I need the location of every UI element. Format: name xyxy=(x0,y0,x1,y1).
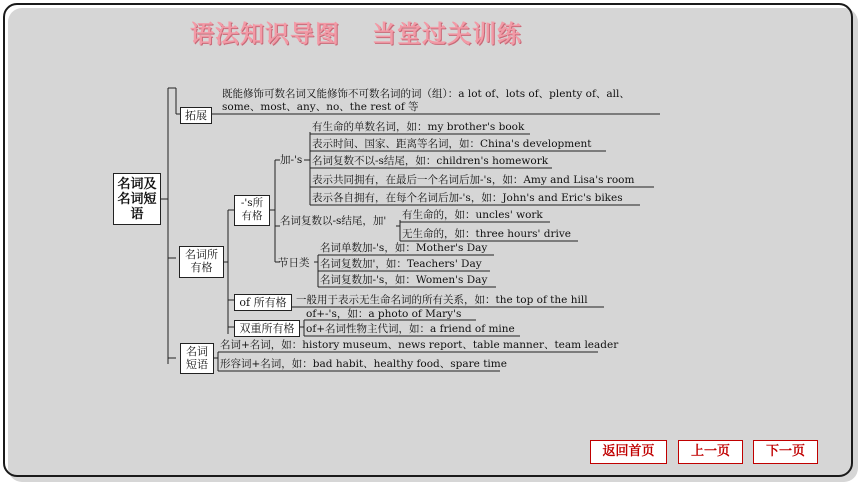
add-s-item-1: 有生命的单数名词，如：my brother's book xyxy=(312,121,525,133)
next-page-button[interactable]: 下一页 xyxy=(753,440,818,464)
add-s-item-5: 表示各自拥有，在每个名词后加-'s，如：John's and Eric's bikes xyxy=(312,192,623,204)
node-holiday: 节日类 xyxy=(278,257,310,269)
node-expansion: 拓展 xyxy=(180,107,212,124)
expansion-line2: some、most、any、no、the rest of 等 xyxy=(222,101,419,113)
add-s-item-4: 表示共同拥有，在最后一个名词后加-'s，如：Amy and Lisa's room xyxy=(312,174,635,186)
title-class-practice: 当堂过关训练 xyxy=(372,20,522,48)
node-noun-phrase: 名词短语 xyxy=(180,343,214,374)
phrase-item-1: 名词+名词，如：history museum、news report、table manner、team leader xyxy=(220,339,619,351)
root-node: 名词及名词短语 xyxy=(113,173,161,225)
holiday-item-2: 名词复数加'，如：Teachers' Day xyxy=(320,258,482,270)
home-button[interactable]: 返回首页 xyxy=(590,440,667,464)
title-grammar-map: 语法知识导图 xyxy=(190,20,340,48)
node-add-s: 加-'s xyxy=(280,154,303,166)
plural-s-item-1: 有生命的，如：uncles' work xyxy=(402,209,543,221)
of-possessive-text: 一般用于表示无生命名词的所有关系，如：the top of the hill xyxy=(296,294,588,306)
add-s-item-2: 表示时间、国家、距离等名词，如：China's development xyxy=(312,138,592,150)
node-plural-s: 名词复数以-s结尾，加' xyxy=(280,215,387,227)
double-item-1: of+-'s，如：a photo of Mary's xyxy=(306,308,462,320)
node-s-possessive: -'s所有格 xyxy=(234,195,270,226)
plural-s-item-2: 无生命的，如：three hours' drive xyxy=(402,228,571,240)
expansion-line1: 既能修饰可数名词又能修饰不可数名词的词（组）：a lot of、lots of、plenty of、all、 xyxy=(222,88,630,100)
prev-page-button[interactable]: 上一页 xyxy=(678,440,743,464)
double-item-2: of+名词性物主代词，如：a friend of mine xyxy=(306,323,515,335)
add-s-item-3: 名词复数不以-s结尾，如：children's homework xyxy=(312,155,549,167)
holiday-item-3: 名词复数加-'s，如：Women's Day xyxy=(320,274,488,286)
phrase-item-2: 形容词+名词，如：bad habit、healthy food、spare time xyxy=(220,358,507,370)
holiday-item-1: 名词单数加-'s，如：Mother's Day xyxy=(320,242,488,254)
node-double-possessive: 双重所有格 xyxy=(234,320,300,337)
node-possessive: 名词所有格 xyxy=(179,246,224,278)
node-of-possessive: of 所有格 xyxy=(234,294,292,311)
